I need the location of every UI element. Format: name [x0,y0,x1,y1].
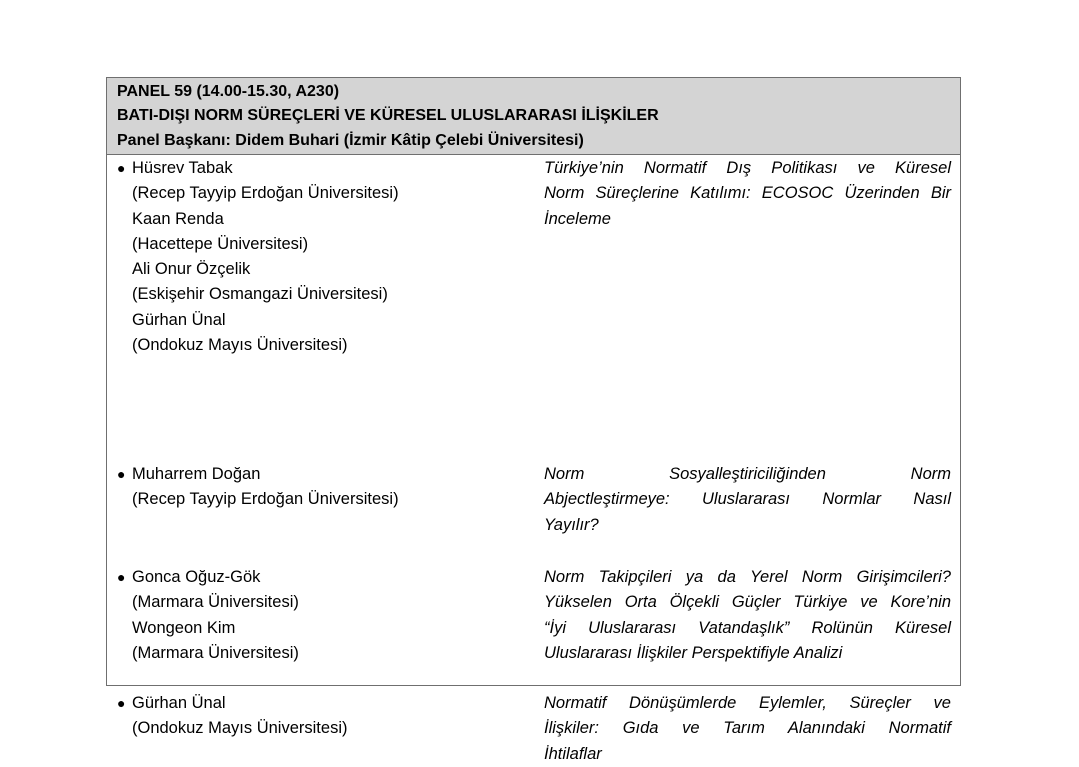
panel-table [106,77,961,763]
panel-subtitle: BATI-DIŞI NORM SÜREÇLERİ VE KÜRESEL ULUSLARARASI İLİŞKİLER [117,107,659,124]
title-line: Norm Takipçileri ya da Yerel Norm Girişimcileri? [544,568,951,586]
presentation-title [544,565,951,666]
bullet-icon: ● [117,569,126,585]
title-line: “İyi Uluslararası Vatandaşlık” Rolünün Küresel [544,618,951,637]
title-line: Normatif Dönüşümlerde Eylemler, Süreçler ve [544,694,951,712]
author-list [117,565,517,666]
title-line: İhtilaflar [544,744,602,763]
author-name: Hüsrev Tabak [132,159,233,177]
panel-chair: Panel Başkanı: Didem Buhari (İzmir Kâtip Çelebi Üniversitesi) [117,132,584,149]
author-affiliation: (Ondokuz Mayıs Üniversitesi) [132,719,348,738]
author-affiliation: (Eskişehir Osmangazi Üniversitesi) [132,285,388,304]
presentation-title [544,462,951,538]
author-list [117,462,517,513]
title-line: Norm Süreçlerine Katılımı: ECOSOC Üzerinden Bir [544,184,951,203]
author-name: Gürhan Ünal [132,310,226,329]
author-list [117,691,517,742]
author-name: Wongeon Kim [132,618,236,637]
bullet-icon: ● [117,466,126,482]
title-line: Uluslararası İlişkiler Perspektifiyle Analizi [544,643,843,662]
author-affiliation: (Marmara Üniversitesi) [132,643,299,662]
author-name: Gürhan Ünal [132,694,226,712]
author-affiliation: (Hacettepe Üniversitesi) [132,234,309,253]
bullet-icon: ● [117,160,126,176]
panel-header [107,78,960,155]
author-affiliation: (Ondokuz Mayıs Üniversitesi) [132,336,348,355]
title-line: İlişkiler: Gıda ve Tarım Alanındaki Normatif [544,719,951,738]
title-line: Türkiye’nin Normatif Dış Politikası ve Küresel [544,159,951,177]
author-affiliation: (Recep Tayyip Erdoğan Üniversitesi) [132,184,399,203]
author-name: Muharrem Doğan [132,465,261,483]
author-affiliation: (Recep Tayyip Erdoğan Üniversitesi) [132,490,399,509]
presentation-title [544,156,951,232]
author-name: Gonca Oğuz-Gök [132,568,261,586]
title-line: Yükselen Orta Ölçekli Güçler Türkiye ve Kore’nin [544,593,951,612]
presentation-title [544,691,951,767]
title-line: İnceleme [544,209,611,228]
title-line: Yayılır? [544,515,599,534]
author-affiliation: (Marmara Üniversitesi) [132,593,299,612]
author-list [117,156,517,358]
author-name: Ali Onur Özçelik [132,260,251,279]
title-line: Norm Sosyalleştiriciliğinden Norm [544,465,951,483]
title-line: Abjectleştirmeye: Uluslararası Normlar Nasıl [544,490,951,509]
bullet-icon: ● [117,695,126,711]
panel-title: PANEL 59 (14.00-15.30, A230) [117,83,340,100]
author-name: Kaan Renda [132,209,224,228]
